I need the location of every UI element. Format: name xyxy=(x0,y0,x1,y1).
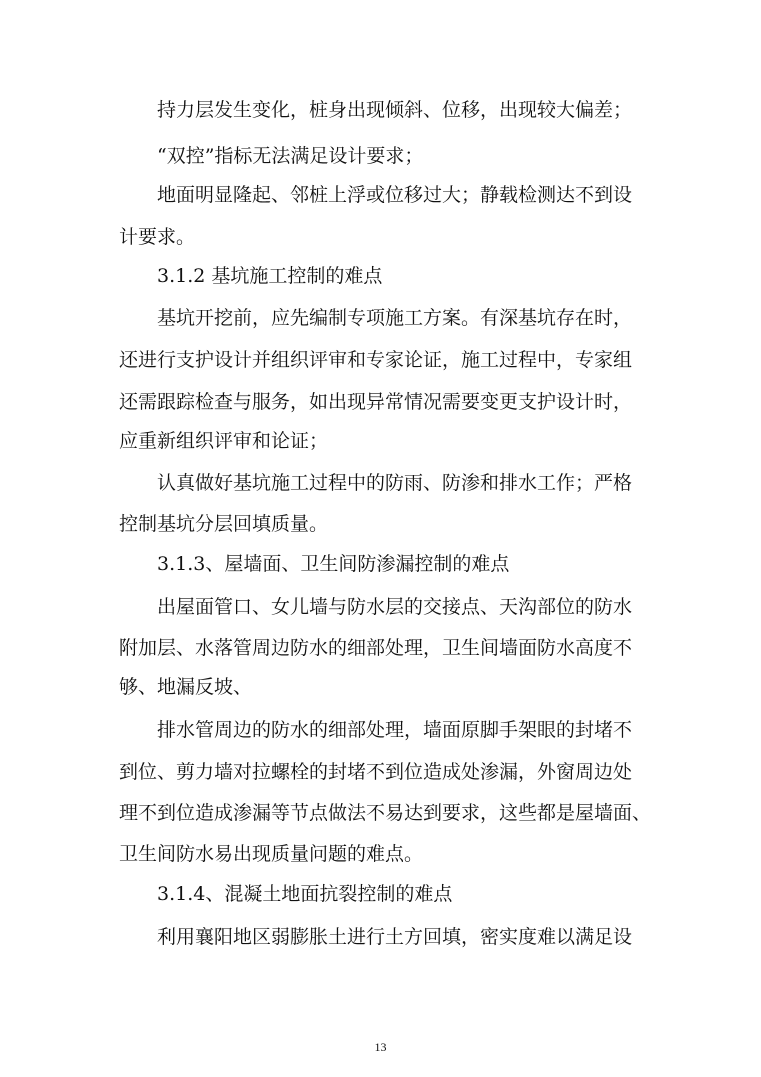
text-line: 认真做好基坑施工过程中的防雨、防渗和排水工作；严格 xyxy=(157,472,633,494)
text-line: 持力层发生变化，桩身出现倾斜、位移，出现较大偏差； xyxy=(157,99,633,121)
text-line: “双控”指标无法满足设计要求； xyxy=(157,145,424,167)
text-line: 排水管周边的防水的细部处理，墙面原脚手架眼的封堵不 xyxy=(157,719,633,741)
section-heading: 3.1.4、混凝土地面抗裂控制的难点 xyxy=(157,883,453,905)
text-line: 还需跟踪检查与服务，如出现异常情况需要变更支护设计时， xyxy=(119,391,633,413)
text-line: 计要求。 xyxy=(119,226,196,248)
section-heading: 3.1.2 基坑施工控制的难点 xyxy=(157,265,383,287)
text-line: 附加层、水落管周边防水的细部处理，卫生间墙面防水高度不 xyxy=(119,637,633,659)
text-line: 还进行支护设计并组织评审和专家论证，施工过程中，专家组 xyxy=(119,349,633,371)
text-line: 出屋面管口、女儿墙与防水层的交接点、天沟部位的防水 xyxy=(157,596,633,618)
page-number: 13 xyxy=(374,1040,387,1054)
text-line: 基坑开挖前，应先编制专项施工方案。有深基坑存在时， xyxy=(157,307,633,329)
text-line: 理不到位造成渗漏等节点做法不易达到要求，这些都是屋墙面、 xyxy=(119,802,652,824)
text-line: 应重新组织评审和论证； xyxy=(119,430,329,452)
text-line: 够、地漏反坡、 xyxy=(119,676,253,698)
text-line: 到位、剪力墙对拉螺栓的封堵不到位造成处渗漏，外窗周边处 xyxy=(119,761,633,783)
text-line: 控制基坑分层回填质量。 xyxy=(119,513,329,535)
text-line: 地面明显隆起、邻桩上浮或位移过大；静载检测达不到设 xyxy=(157,184,633,206)
text-line: 卫生间防水易出现质量问题的难点。 xyxy=(119,843,424,865)
text-line: 利用襄阳地区弱膨胀土进行土方回填，密实度难以满足设 xyxy=(157,926,633,948)
section-heading: 3.1.3、屋墙面、卫生间防渗漏控制的难点 xyxy=(157,553,510,575)
